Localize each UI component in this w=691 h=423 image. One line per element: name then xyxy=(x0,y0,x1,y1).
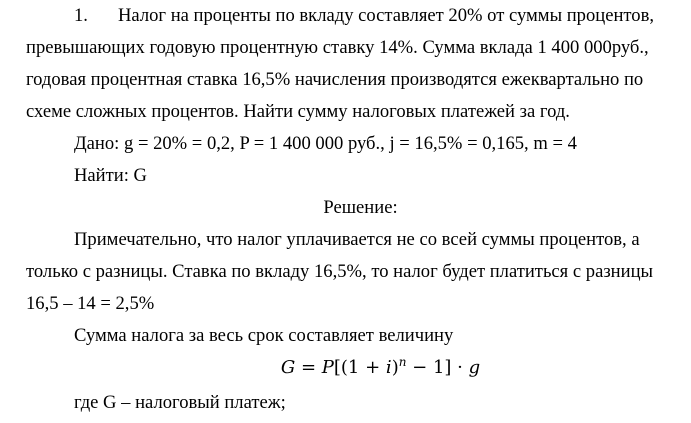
formula-exponent: n xyxy=(398,355,407,369)
problem-text-1: Налог на проценты по вкладу составляет 20% от суммы процентов, xyxy=(118,5,655,26)
formula-close-paren: ) xyxy=(391,357,399,378)
tax-formula xyxy=(0,357,691,379)
formula-p: P xyxy=(321,357,334,378)
paragraph2-line: Сумма налога за весь срок составляет величину xyxy=(74,325,454,346)
given-line: Дано: g = 20% = 0,2, P = 1 400 000 руб., j = 16,5% = 0,165, m = 4 xyxy=(74,133,577,154)
formula-open: [(1 + xyxy=(333,357,386,378)
find-line: Найти: G xyxy=(74,165,147,186)
formula-lhs: G xyxy=(280,357,296,378)
paragraph1-line-2: только с разницы. Ставка по вкладу 16,5%, то налог будет платиться с разницы xyxy=(26,261,654,282)
problem-line-1 xyxy=(74,5,654,27)
paragraph1-line-3: 16,5 – 14 = 2,5% xyxy=(26,293,155,314)
where-line: где G – налоговый платеж; xyxy=(74,392,286,413)
formula-g: g xyxy=(468,357,481,378)
problem-line-3: годовая процентная ставка 16,5% начисления производятся ежеквартально по xyxy=(26,69,644,90)
paragraph1-line-1: Примечательно, что налог уплачивается не со всей суммы процентов, а xyxy=(74,229,640,250)
formula-rest: − 1] · xyxy=(406,357,469,378)
solution-heading: Решение: xyxy=(323,197,398,218)
problem-line-2: превышающих годовую процентную ставку 14%. Сумма вклада 1 400 000руб., xyxy=(26,37,649,58)
formula-i: i xyxy=(385,357,392,378)
problem-line-4: схеме сложных процентов. Найти сумму налоговых платежей за год. xyxy=(26,101,570,122)
problem-number: 1. xyxy=(74,5,88,26)
formula-equals: = xyxy=(295,357,322,378)
